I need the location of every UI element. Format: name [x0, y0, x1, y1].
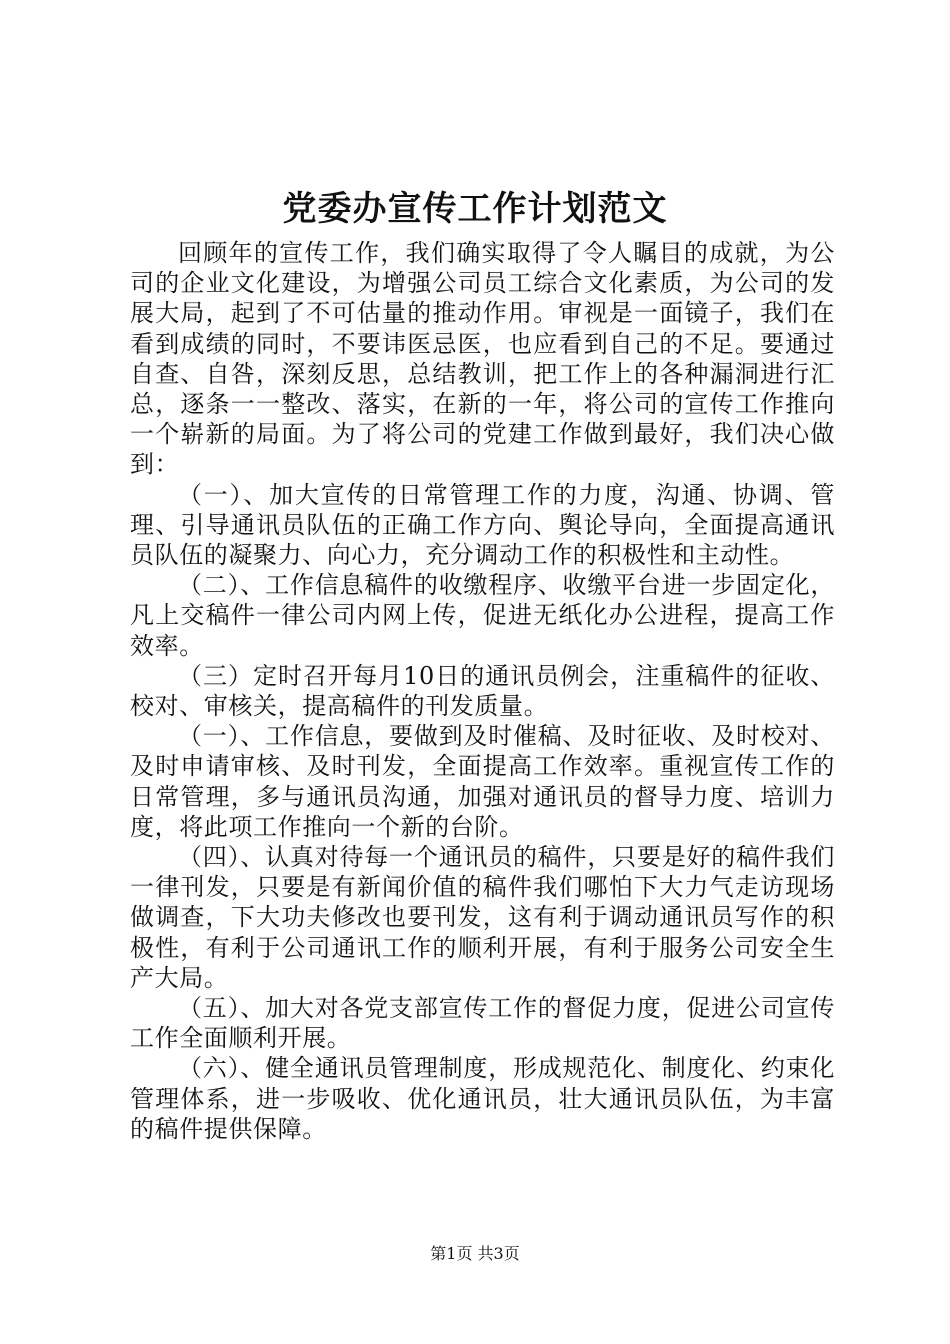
paragraph-item-4: （四）、认真对待每一个通讯员的稿件，只要是好的稿件我们一律刊发，只要是有新闻价值的稿件我们哪怕下大力气走访现场做调查，下大功夫修改也要刊发，这有利于调动通讯员写作的积极性，有利于公司通讯工作的顺利开展，有利于服务公司安全生产大局。 — [130, 843, 835, 992]
paragraph-item-1: （一）、加大宣传的日常管理工作的力度，沟通、协调、管理、引导通讯员队伍的正确工作方向、舆论导向，全面提高通讯员队伍的凝聚力、向心力，充分调动工作的积极性和主动性。 — [130, 480, 835, 570]
paragraph-item-1b: （一）、工作信息，要做到及时催稿、及时征收、及时校对、及时申请审核、及时刊发，全面提高工作效率。重视宣传工作的日常管理，多与通讯员沟通，加强对通讯员的督导力度、培训力度，将此项工作推向一个新的台阶。 — [130, 722, 835, 841]
document-title: 党委办宣传工作计划范文 — [282, 189, 668, 229]
document-body — [130, 238, 835, 1144]
paragraph-intro: 回顾年的宣传工作，我们确实取得了令人瞩目的成就，为公司的企业文化建设，为增强公司员工综合文化素质，为公司的发展大局，起到了不可估量的推动作用。审视是一面镜子，我们在看到成绩的同时，不要讳医忌医，也应看到自己的不足。要通过自查、自咎，深刻反思，总结教训，把工作上的各种漏洞进行汇总，逐条一一整改、落实，在新的一年，将公司的宣传工作推向一个崭新的局面。为了将公司的党建工作做到最好，我们决心做到： — [130, 239, 835, 479]
paragraph-item-3: （三）定时召开每月10日的通讯员例会，注重稿件的征收、校对、审核关，提高稿件的刊发质量。 — [130, 661, 835, 721]
page-number-footer: 第1页 共3页 — [430, 1244, 520, 1263]
paragraph-item-2: （二）、工作信息稿件的收缴程序、收缴平台进一步固定化，凡上交稿件一律公司内网上传，促进无纸化办公进程，提高工作效率。 — [130, 571, 835, 660]
paragraph-item-5: （五）、加大对各党支部宣传工作的督促力度，促进公司宣传工作全面顺利开展。 — [130, 994, 835, 1053]
paragraph-item-6: （六）、健全通讯员管理制度，形成规范化、制度化、约束化管理体系，进一步吸收、优化通讯员，壮大通讯员队伍，为丰富的稿件提供保障。 — [130, 1054, 835, 1143]
